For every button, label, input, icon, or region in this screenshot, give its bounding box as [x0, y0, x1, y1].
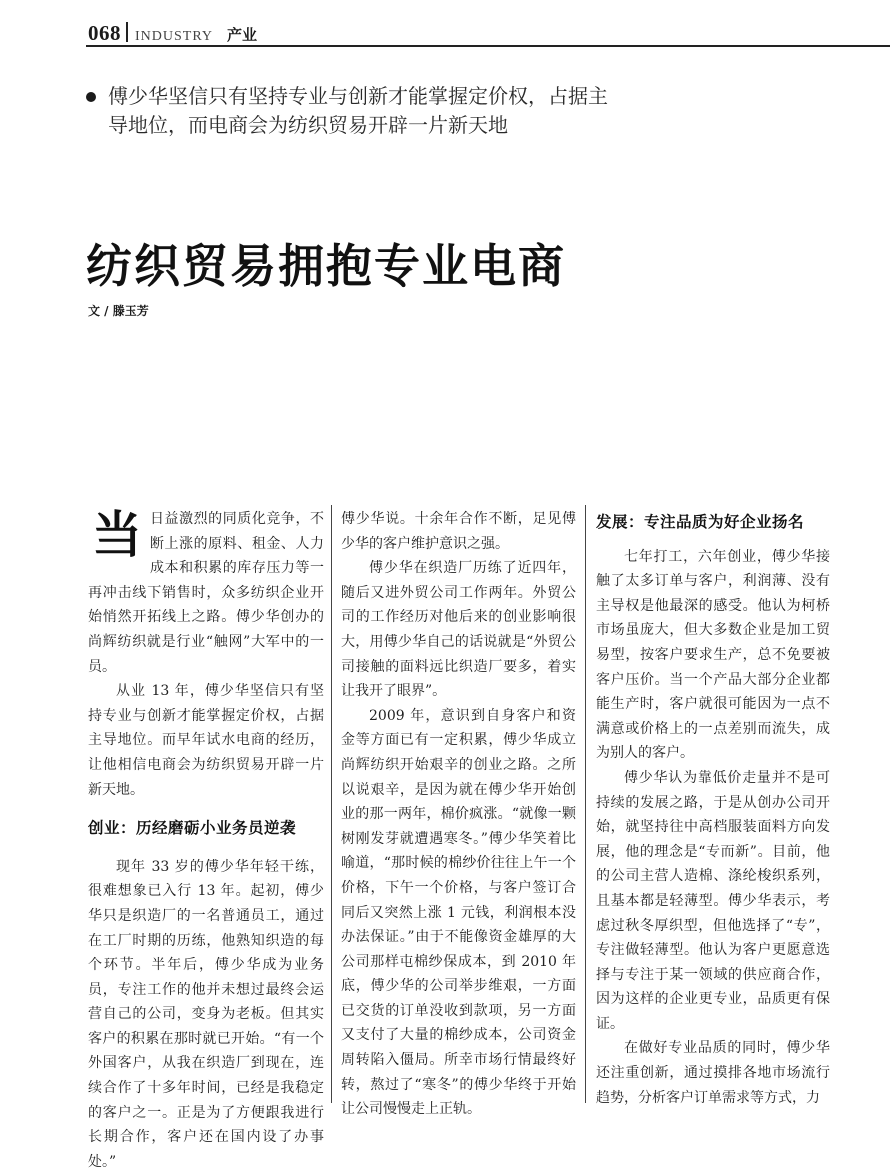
- column-divider: [585, 505, 586, 1103]
- column-1: [88, 507, 324, 1174]
- paragraph: 在做好专业品质的同时，傅少华还注重创新，通过摸排各地市场流行趋势，分析客户订单需求等方式，力: [596, 1040, 830, 1106]
- section-name-cn: 产业: [227, 26, 258, 44]
- header-rule: [86, 45, 890, 47]
- bullet-icon: [86, 92, 96, 102]
- paragraph: 傅少华在织造厂历练了近四年，随后又进外贸公司工作两年。外贸公司的工作经历对他后来的创业影响很大，用傅少华自己的话说就是“外贸公司接触的面料远比织造厂要多，着实让我开了眼界”。: [341, 560, 576, 700]
- byline: 文 / 滕玉芳: [88, 304, 149, 318]
- paragraph: 从业 13 年，傅少华坚信只有坚持专业与创新才能掌握定价权，占据主导地位。而早年试水电商的经历，让他相信电商会为纺织贸易开辟一片新天地。: [88, 683, 324, 798]
- section-name-en: INDUSTRY: [135, 29, 214, 44]
- header-divider: [126, 22, 128, 42]
- paragraph: 傅少华说。十余年合作不断，足见傅少华的客户维护意识之强。: [341, 511, 576, 552]
- article-title: 纺织贸易拥抱专业电商: [86, 239, 566, 293]
- paragraph: 傅少华认为靠低价走量并不是可持续的发展之路，于是从创办公司开始，就坚持往中高档服装面料方向发展，他的理念是“专而新”。目前，他的公司主营人造棉、涤纶梭织系列，且基本都是轻薄型。傅少华表示，考虑过秋冬厚织型，但他选择了“专”，专注做轻薄型。他认为客户更愿意选择与专注于某一领域的供应商合作，因为这样的企业更专业，品质更有保证。: [596, 769, 830, 1032]
- column-3: [596, 507, 830, 1110]
- column-divider: [331, 505, 332, 1103]
- page-number: 068: [88, 21, 121, 45]
- subheading: 创业：历经磨砺小业务员逆袭: [88, 819, 297, 838]
- lead-text: 傅少华坚信只有坚持专业与创新才能掌握定价权，占据主导地位，而电商会为纺织贸易开辟一片新天地: [108, 84, 608, 137]
- paragraph: 现年 33 岁的傅少华年轻干练，很难想象已入行 13 年。起初，傅少华只是织造厂的一名普通员工，通过在工厂时期的历练，他熟知织造的每个环节。半年后，傅少华成为业务员，专注工作的他并未想过最终会运营自己的公司，变身为老板。但其实客户的积累在那时就已开始。“有一个外国客户，从我在织造厂到现在，连续合作了十多年时间，已经是我稳定的客户之一。正是为了方便跟我进行长期合作，客户还在国内设了办事处。”: [88, 858, 324, 1170]
- paragraph: 七年打工，六年创业，傅少华接触了太多订单与客户，利润薄、没有主导权是他最深的感受。他认为柯桥市场虽庞大，但大多数企业是加工贸易型，按客户要求生产，总不免要被客户压价。当一个产品大部分企业都能生产时，客户就很可能因为一点不满意或价格上的一点差别而流失，成为别人的客户。: [596, 548, 830, 762]
- paragraph: 日益激烈的同质化竞争，不断上涨的原料、租金、人力成本和积累的库存压力等一再冲击线下销售时，众多纺织企业开始悄然开拓线上之路。傅少华创办的尚辉纺织就是行业“触网”大军中的一员。: [88, 511, 324, 675]
- lead-summary: [86, 82, 626, 140]
- column-2: [341, 507, 576, 1122]
- drop-cap: 当: [92, 506, 142, 564]
- subheading: 发展：专注品质为好企业扬名: [596, 513, 805, 531]
- paragraph: 2009 年，意识到自身客户和资金等方面已有一定积累，傅少华成立尚辉纺织开始艰辛的创业之路。之所以说艰辛，是因为就在傅少华开始创业的那一两年，棉价疯涨。“就像一颗树刚发芽就遭遇寒冬。”傅少华笑着比喻道，“那时候的棉纱价往往上午一个价格，下午一个价格，与客户签订合同后又突然上涨 1 元钱，利润根本没办法保证。”由于不能像资金雄厚的大公司那样屯棉纱保成本，到 2010 年底，傅少华的公司举步维艰，一方面已交货的订单没收到款项，另一方面又支付了大量的棉纱成本，公司资金周转陷入僵局。所幸市场行情最终好转，熬过了“寒冬”的傅少华终于开始让公司慢慢走上正轨。: [341, 707, 576, 1118]
